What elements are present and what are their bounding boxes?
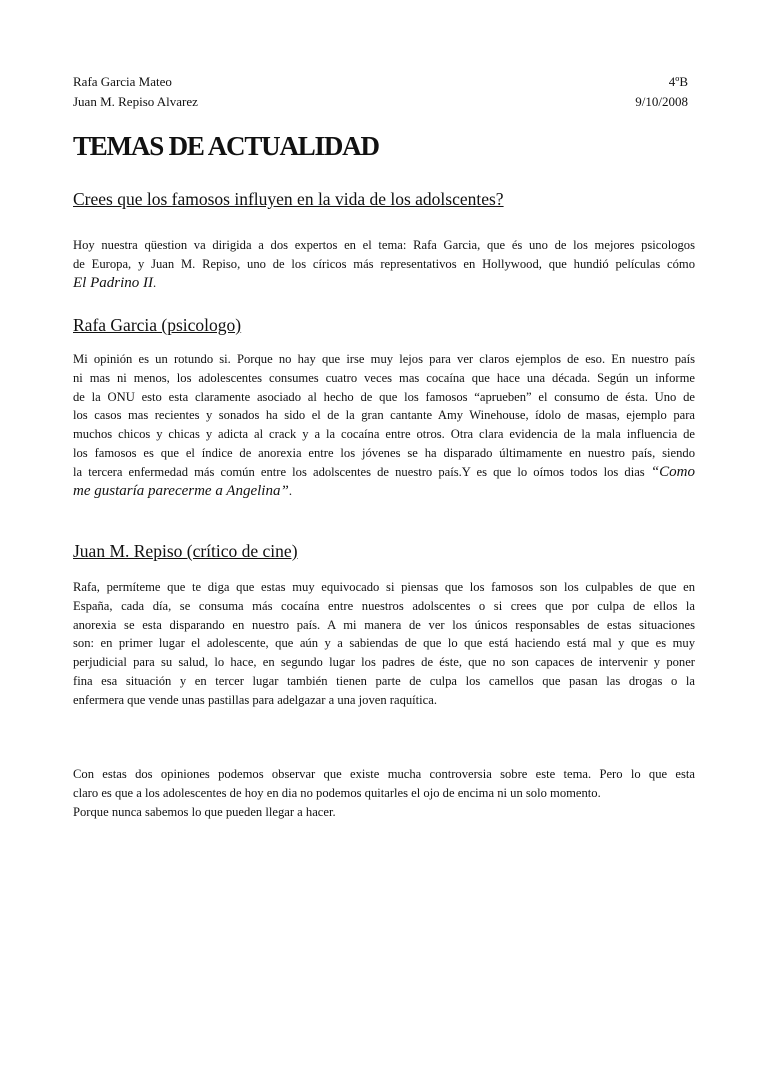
question-heading: Crees que los famosos influyen en la vida de los adolscentes?: [73, 189, 504, 209]
conclusion-paragraph: [73, 765, 695, 821]
intro-end: .: [153, 275, 157, 290]
paragraph-line: [73, 482, 695, 501]
section-heading-rafa: Rafa Garcia (psicologo): [73, 315, 242, 335]
paragraph-line: Mi opinión es un rotundo si. Porque no hay que irse muy lejos para ver claros ejemplos de eso. En nuestro país: [73, 352, 695, 366]
rafa-paragraph: [73, 350, 695, 500]
paragraph-line: fina esa situación y en tercer lugar también tienen parte de culpa los camellos que pasan las drogas o la: [73, 673, 695, 688]
line-text: la tercera enfermedad más común entre los adolscentes de nuestro país.Y es que lo oímos todos los dias: [73, 464, 651, 479]
paragraph-line: son: en primer lugar el adolescente, que aún y a sabiendas de que lo que está haciendo está mal y que es muy: [73, 636, 695, 651]
paragraph-line: Rafa, permíteme que te diga que estas muy equivocado si piensas que los famosos son los culpables de que en: [73, 580, 695, 594]
paragraph-line: los famosos es que el índice de anorexia entre los jóvenes se ha disparado últimamente en nuestro país, siendo: [73, 445, 695, 460]
quote-part-1: “Como: [650, 463, 695, 480]
paragraph-line: muchos chicos y chicas y adicta al crack y a la cocaína entre otros. Otra clara evidencia de la mala influencia de: [73, 427, 695, 442]
intro-paragraph: [73, 236, 695, 292]
juan-paragraph: [73, 578, 695, 710]
film-title: El Padrino II: [73, 274, 153, 291]
paragraph-line: enfermera que vende unas pastillas para adelgazar a una joven raquítica.: [73, 692, 437, 707]
intro-line: [73, 274, 695, 293]
intro-line: de Europa, y Juan M. Repiso, uno de los círicos más representativos en Hollywood, que hundió películas cómo: [73, 256, 695, 271]
paragraph-line: Porque nunca sabemos lo que pueden llegar a hacer.: [73, 804, 336, 819]
paragraph-line: [73, 463, 695, 482]
paragraph-line: Con estas dos opiniones podemos observar que existe mucha controversia sobre este tema. Pero lo que esta: [73, 767, 695, 781]
quote-end: .: [288, 483, 292, 498]
class-label: 4ºB: [668, 74, 688, 89]
date-label: 9/10/2008: [635, 94, 688, 109]
quote-part-2: me gustaría parecerme a Angelina”: [73, 482, 289, 499]
paragraph-line: ni mas ni menos, los adolescentes consumes cuatro veces mas cocaína que hace una década. Según un informe: [73, 370, 695, 385]
paragraph-line: de la ONU esto esta claramente asociado al hecho de que los famosos “aprueben” el consumo de ésta. Uno de: [73, 389, 695, 404]
paragraph-line: los casos mas recientes y sonados ha sido el de la gran cantante Amy Winehouse, ídolo de masas, ejemplo para: [73, 408, 695, 423]
author-1: Rafa Garcia Mateo: [73, 74, 172, 89]
paragraph-line: España, cada día, se consuma más cocaína entre nuestros adolscentes o si crees que por culpa de ellos la: [73, 598, 695, 613]
author-2: Juan M. Repiso Alvarez: [73, 94, 198, 109]
paragraph-line: claro es que a los adolescentes de hoy en dia no podemos quitarles el ojo de encima ni un solo momento.: [73, 785, 601, 800]
intro-line: Hoy nuestra qüestion va dirigida a dos expertos en el tema: Rafa Garcia, que és uno de los mejores psicologos: [73, 238, 695, 252]
document-title: TEMAS DE ACTUALIDAD: [73, 131, 379, 161]
paragraph-line: perjudicial para su salud, lo hace, en segundo lugar los padres de éste, que no son capaces de intervenir y poner: [73, 655, 695, 670]
paragraph-line: anorexia se esta disparando en nuestro país. A mi manera de ver los únicos responsables de estas situaciones: [73, 617, 695, 632]
section-heading-juan: Juan M. Repiso (crítico de cine): [73, 541, 298, 561]
